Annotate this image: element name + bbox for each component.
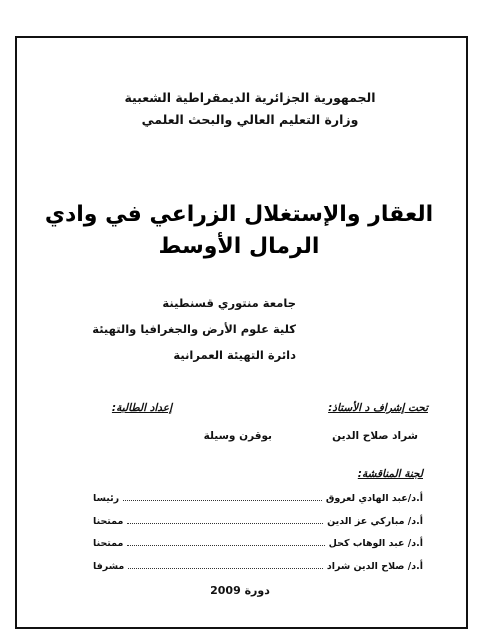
dotted-leader — [127, 515, 323, 524]
thesis-title-line1: العقار والإستغلال الزراعي في وادي — [44, 202, 434, 227]
jury-member-row — [93, 537, 423, 549]
session-year: دورة 2009 — [210, 584, 270, 597]
jury-member-role: ممتحنا — [93, 538, 124, 549]
republic-header: الجمهورية الجزائرية الديمقراطية الشعبية — [124, 90, 376, 105]
dotted-leader — [123, 492, 322, 501]
jury-member-role: ممتحنا — [93, 516, 124, 527]
supervisor-label: تحت إشراف د الأستاذ: — [328, 402, 428, 414]
supervisor-name: شراد صلاح الدين — [332, 430, 418, 442]
jury-member-row — [93, 492, 423, 504]
jury-member-name: أ.د/ صلاح الدين شراد — [326, 561, 423, 572]
thesis-title-line2: الرمال الأوسط — [158, 234, 320, 259]
dotted-leader — [127, 537, 324, 546]
jury-member-name: أ.د/ عبد الوهاب كحل — [328, 538, 423, 549]
jury-member-role: مشرفا — [93, 561, 125, 572]
jury-label: لجنة المناقشة: — [357, 468, 423, 480]
jury-member-row — [93, 560, 423, 572]
student-label: إعداد الطالبة: — [111, 402, 172, 414]
jury-member-name: أ.د/ مباركي عز الدين — [327, 516, 423, 527]
university-name: جامعة منتوري قسنطينة — [162, 296, 296, 310]
jury-member-name: أ.د/عبد الهادي لعروق — [325, 493, 423, 504]
faculty-name: كلية علوم الأرض والجغرافيا والتهيئة — [92, 322, 296, 336]
department-name: دائرة التهيئة العمرانية — [173, 348, 296, 362]
jury-member-role: رئيسا — [93, 493, 120, 504]
ministry-header: وزارة التعليم العالي والبحث العلمي — [141, 112, 359, 127]
jury-member-row — [93, 515, 423, 527]
student-name: بوقرن وسيلة — [203, 430, 272, 442]
dotted-leader — [128, 560, 323, 569]
